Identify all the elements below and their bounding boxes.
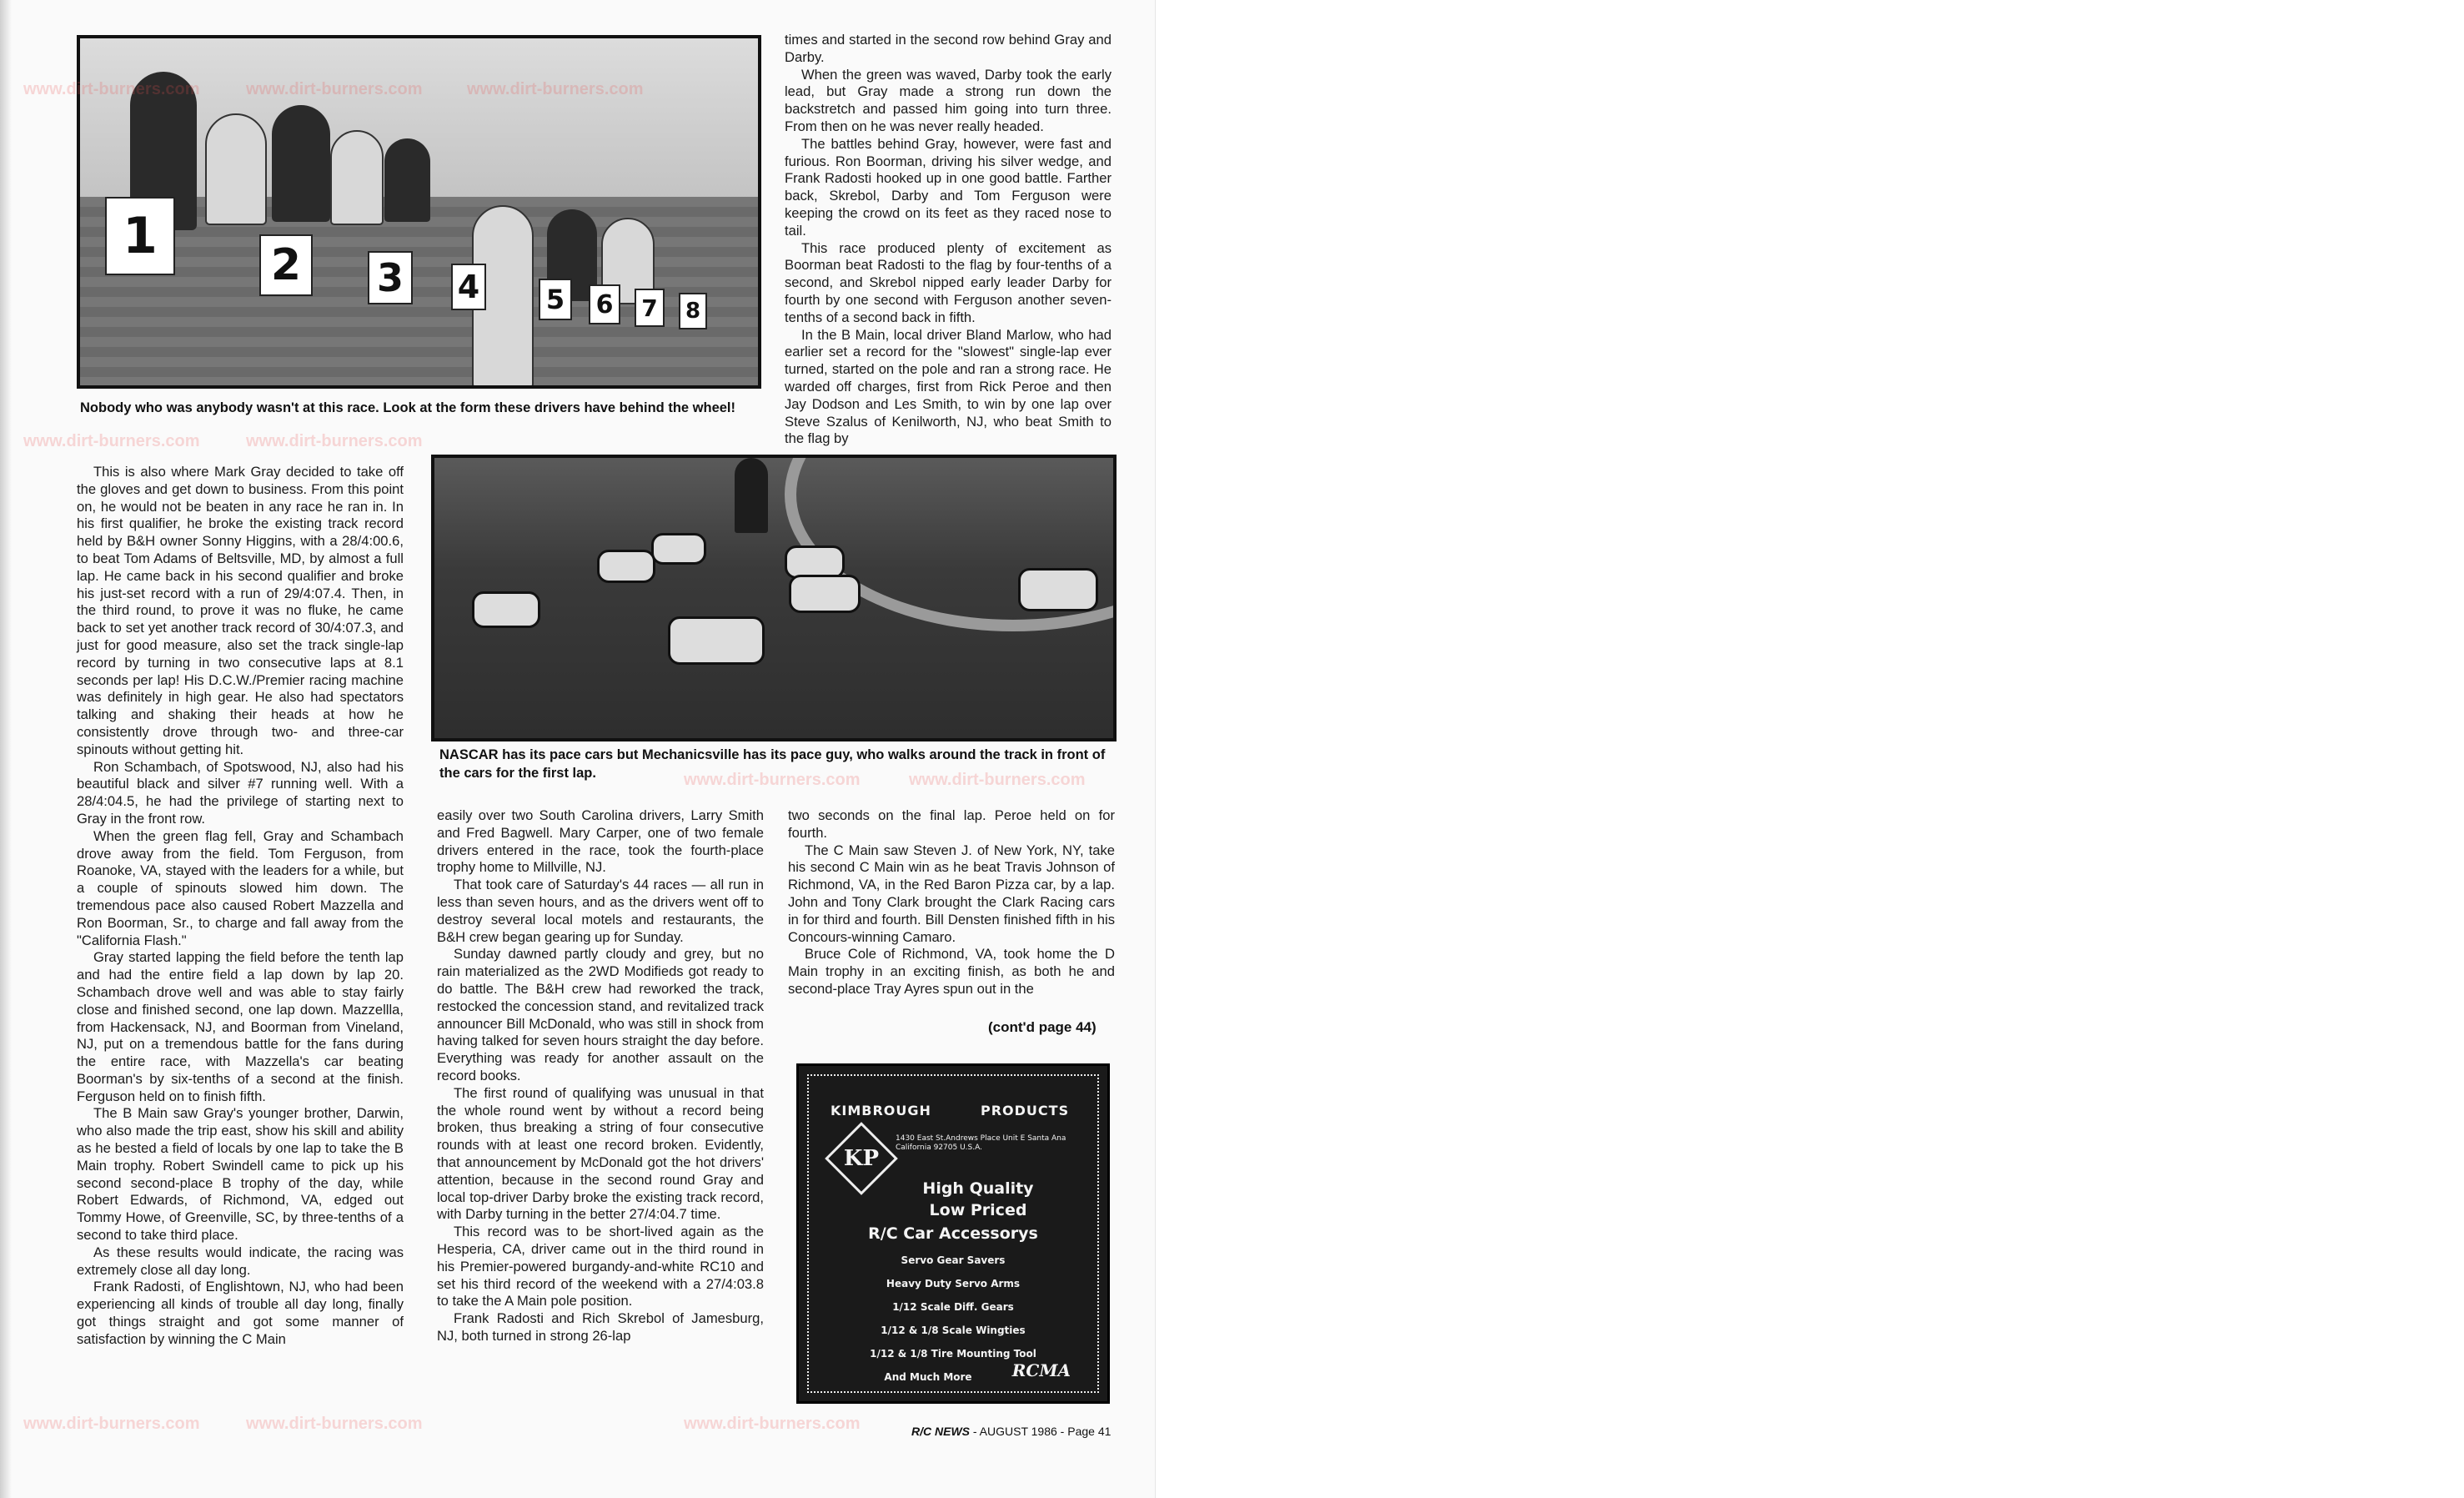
- paragraph: The battles behind Gray, however, were fast and furious. Ron Boorman, driving his silver wedge, and Frank Radosti hooked up in one good battle. Farther back, Skrebol, Darby and Tom Ferguson were keeping the crowd on its feet as they raced nose to tail.: [785, 135, 1112, 239]
- paragraph: easily over two South Carolina drivers, Larry Smith and Fred Bagwell. Mary Carper, one of two female drivers entered in the race, took the fourth-place trophy home to Millville, NJ.: [437, 807, 764, 876]
- paragraph: Ron Schambach, of Spotswood, NJ, also had his beautiful black and silver #7 running well. With a 28/4:04.5, he had the privilege of starting next to Gray in the front row.: [77, 758, 404, 827]
- paragraph: Bruce Cole of Richmond, VA, took home the D Main trophy in an exciting finish, as both he and second-place Tray Ayres spun out in the: [788, 946, 1115, 997]
- driver-figure: [272, 105, 330, 222]
- watermark: www.dirt-burners.com: [467, 80, 644, 98]
- paragraph: As these results would indicate, the racing was extremely close all day long.: [77, 1244, 404, 1278]
- paragraph: Gray started lapping the field before the tenth lap and had the entire field a lap down by lap 20. Schambach drove well and was able to stay fairly close and finished second, one lap down. Mazzellla, from Hackensack, NJ, and Boorman from Vineland, NJ, put on a tremendous battle for the fans during the entire race, with Mazzella's car beating Boorman's by six-tenths of a second at the finish. Ferguson held on to finish fifth.: [77, 949, 404, 1104]
- rc-car: [1018, 568, 1098, 611]
- ad-item: 1/12 & 1/8 Tire Mounting Tool: [870, 1348, 1036, 1360]
- issue-and-page: - AUGUST 1986 - Page 41: [972, 1425, 1112, 1438]
- paragraph: two seconds on the final lap. Peroe held on for fourth.: [788, 807, 1115, 841]
- paragraph: In the B Main, local driver Bland Marlow, who had earlier set a record for the "slowest" single-lap ever turned, started on the pole and ran a strong race. He warded off charges, first from Rick Peroe and then Jay Dodson and Les Smith, to win by one lap over Steve Szalus of Kenilworth, NJ, who beat Smith to the flag by: [785, 326, 1112, 447]
- paragraph: When the green flag fell, Gray and Schambach drove away from the field. Tom Ferguson, from Roanoke, VA, stayed with the leaders for a while, but a couple of spinouts slowed him down. The tremendous pace also caused Robert Mazzella and Ron Boorman, Sr., to charge and fall away from the "California Flash.": [77, 827, 404, 948]
- ad-headline: R/C Car Accessorys: [868, 1224, 1038, 1243]
- driver-figure: [330, 130, 384, 225]
- pace-walker-figure: [735, 458, 768, 533]
- stand-number: 8: [679, 293, 707, 329]
- column-left: [77, 464, 404, 1349]
- kimbrough-advertisement: [796, 1063, 1110, 1404]
- rc-car: [668, 616, 765, 665]
- stand-number: 3: [368, 251, 413, 304]
- paragraph: This race produced plenty of excitement as Boorman beat Radosti to the flag by four-tenths of a second, and Skrebol nipped early leader Darby for fourth by one second with Ferguson another seven-tenths of a second back in fifth.: [785, 239, 1112, 325]
- ad-address: 1430 East St.Andrews Place Unit E Santa Ana California 92705 U.S.A.: [896, 1134, 1066, 1152]
- column-right: [788, 807, 1115, 998]
- watermark: www.dirt-burners.com: [23, 80, 200, 98]
- ad-headline: High Quality: [922, 1179, 1034, 1198]
- paragraph: That took care of Saturday's 44 races — all run in less than seven hours, and as the drivers went off to destroy several local motels and restaurants, the B&H crew began gearing up for Sunday.: [437, 877, 764, 945]
- ad-item: 1/12 Scale Diff. Gears: [892, 1301, 1014, 1313]
- paragraph: This is also where Mark Gray decided to take off the gloves and get down to business. From this point on, he would not be beaten in any race he ran in. In his first qualifier, he broke the existing track record held by B&H owner Sonny Higgins, with a 28/4:00.6, to beat Tom Adams of Beltsville, MD, by almost a full lap. He came back in his second qualifier and broke his just-set record with a run of 29/4:07.4. Then, in the third round, to prove it was no fluke, he came back to set yet another track record of 30/4:07.3, and just for good measure, also set the track single-lap record by turning in two consecutive laps at 8.1 seconds per lap! His D.C.W./Premier racing machine was definitely in high gear. He also had spectators talking and shaking their heads at how he consistently drove through two- and three-car spinouts without getting hit.: [77, 464, 404, 757]
- ad-item: 1/12 & 1/8 Scale Wingties: [881, 1325, 1026, 1336]
- ad-brand-right: PRODUCTS: [981, 1103, 1070, 1118]
- paragraph: This record was to be short-lived again as the Hesperia, CA, driver came out in the third round in his Premier-powered burgandy-and-white RC10 and set his third record of the weekend with a 27/4:03.8 to take the A Main pole position.: [437, 1224, 764, 1309]
- drivers-stand-photo: [77, 35, 761, 389]
- paragraph: Frank Radosti and Rich Skrebol of Jamesburg, NJ, both turned in strong 26-lap: [437, 1310, 764, 1344]
- ad-item: And Much More: [884, 1371, 972, 1383]
- ad-brand-left: KIMBROUGH: [831, 1103, 931, 1118]
- photo1-caption: Nobody who was anybody wasn't at this race. Look at the form these drivers have behind the wheel!: [80, 400, 736, 415]
- paragraph: When the green was waved, Darby took the early lead, but Gray made a strong run down the backstretch and passed him going into turn three. From then on he was never really headed.: [785, 66, 1112, 134]
- paragraph: The first round of qualifying was unusual in that the whole round went by without a record being broken, thus breaking a string of four consecutive rounds with at least one record broken. Evidently, that announcement by McDonald got the hot drivers' attention, because in the second round Gray and local top-driver Darby broke the existing track record, with Darby turning in the better 27/4:04.7 time.: [437, 1084, 764, 1223]
- stand-number: 4: [451, 264, 486, 310]
- stand-number: 6: [589, 284, 620, 324]
- rc-car: [785, 545, 845, 579]
- ad-headline: Low Priced: [929, 1201, 1027, 1219]
- paragraph: The B Main saw Gray's younger brother, Darwin, who also made the trip east, show his skill and ability as he bested a field of locals by one lap to take the B Main trophy. Robert Swindell came to pick up his second second-place B trophy of the day, while Robert Edwards, of Richmond, VA, edged out Tommy Howe, of Greenville, SC, by three-tenths of a second to take third place.: [77, 1105, 404, 1244]
- rcma-logo: RCMA: [1011, 1360, 1071, 1380]
- paragraph: The C Main saw Steven J. of New York, NY, take his second C Main win as he beat Travis Johnson of Richmond, VA, in the Red Baron Pizza car, by a lap. John and Tony Clark brought the Clark Racing cars in for third and fourth. Bill Densten finished fifth in his Concours-winning Camaro.: [788, 842, 1115, 945]
- stand-number: 2: [259, 234, 313, 296]
- rc-car: [472, 591, 540, 628]
- paragraph: Frank Radosti, of Englishtown, NJ, who had been experiencing all kinds of trouble all day long, finally got things straight and got some manner of satisfaction by winning the C Main: [77, 1279, 404, 1347]
- ad-item: Heavy Duty Servo Arms: [886, 1278, 1021, 1289]
- column-top-right: [785, 32, 1112, 448]
- continued-note: (cont'd page 44): [988, 1019, 1097, 1035]
- watermark: www.dirt-burners.com: [23, 432, 200, 450]
- watermark: www.dirt-burners.com: [909, 771, 1086, 789]
- driver-figure: [384, 138, 430, 222]
- watermark: www.dirt-burners.com: [684, 1415, 861, 1433]
- magazine-page: [0, 0, 1156, 1498]
- ad-item: Servo Gear Savers: [901, 1254, 1006, 1266]
- page-footer: [911, 1425, 1111, 1438]
- paragraph: Sunday dawned partly cloudy and grey, but no rain materialized as the 2WD Modifieds got ready to do battle. The B&H crew had reworked the track, restocked the concession stand, and revitalized track announcer Bill McDonald, who was still in shock from having talked for seven hours straight the day before. Everything was ready for another assault on the record books.: [437, 946, 764, 1083]
- stand-number: 1: [105, 197, 175, 275]
- driver-figure: [205, 113, 267, 225]
- watermark: www.dirt-burners.com: [246, 432, 423, 450]
- stand-number: 7: [635, 289, 665, 327]
- watermark: www.dirt-burners.com: [246, 1415, 423, 1433]
- watermark: www.dirt-burners.com: [23, 1415, 200, 1433]
- photo2-caption: NASCAR has its pace cars but Mechanicsville has its pace guy, who walks around the track in front of the cars for the first lap.: [439, 747, 1106, 781]
- rc-car: [651, 533, 706, 565]
- column-middle: [437, 807, 764, 1345]
- magazine-name: R/C NEWS: [911, 1425, 970, 1438]
- rc-car: [597, 550, 655, 583]
- paragraph: times and started in the second row behind Gray and Darby.: [785, 32, 1112, 65]
- track-photo: [431, 455, 1117, 741]
- scan-edge: [0, 0, 12, 1498]
- kp-logo-text: KP: [843, 1146, 880, 1171]
- watermark: www.dirt-burners.com: [684, 771, 861, 789]
- rc-car: [789, 575, 861, 613]
- watermark: www.dirt-burners.com: [246, 80, 423, 98]
- stand-number: 5: [539, 279, 572, 320]
